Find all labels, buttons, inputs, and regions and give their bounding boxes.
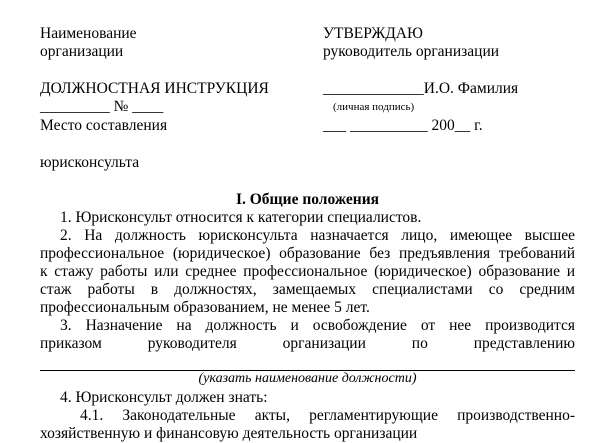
date-line: ___ __________ 200__ г. (323, 117, 483, 134)
document-number-line: _________ № ____ (40, 98, 164, 115)
signature-line: _____________И.О. Фамилия (323, 80, 519, 97)
paragraph-3-line-2-text: приказом руководителя организации по представлению (40, 335, 575, 352)
paragraph-4-1-line-1 (80, 407, 575, 425)
paragraph-3-line-1-text: 3. Назначение на должность и освобождение от нее производится (60, 317, 575, 334)
paragraph-2-line-2 (40, 245, 575, 263)
position-title: юрисконсульта (40, 154, 140, 171)
signature-note: (личная подпись) (333, 101, 415, 113)
paragraph-2-line-3-text: к стажу работы или среднее профессиональное (юридическое) образование и (40, 263, 575, 280)
paragraph-2-line-1-text: 2. На должность юрисконсульта назначается лицо, имеющее высшее (60, 227, 575, 244)
section-title: I. Общие положения (235, 191, 380, 208)
place-label: Место составления (40, 117, 168, 134)
paragraph-2-line-4 (40, 281, 575, 299)
org-name-label-line1: Наименование (40, 25, 137, 42)
paragraph-2-line-1 (60, 227, 575, 245)
document-title: ДОЛЖНОСТНАЯ ИНСТРУКЦИЯ (40, 80, 269, 97)
approver-role: руководитель организации (323, 43, 500, 60)
paragraph-3-line-2 (40, 335, 575, 353)
paragraph-1: 1. Юрисконсульт относится к категории специалистов. (60, 209, 422, 226)
fill-in-note: (указать наименование должности) (198, 371, 417, 386)
paragraph-2-line-5: профессиональным образованием, не менее 5 лет. (40, 299, 370, 316)
paragraph-2-line-4-text: стаж работы в должностях, замещаемых специалистами со средним (40, 281, 575, 298)
org-name-label-line2: организации (40, 43, 124, 60)
paragraph-4: 4. Юрисконсульт должен знать: (60, 389, 268, 406)
paragraph-3-line-1 (60, 317, 575, 335)
paragraph-2-line-2-text: профессиональное (юридическое) образование без предъявления требований (40, 245, 575, 262)
paragraph-4-1-line-1-text: 4.1. Законодательные акты, регламентирующие производственно- (80, 407, 575, 424)
approve-label: УТВЕРЖДАЮ (323, 25, 423, 42)
paragraph-4-1-line-2-cut: хозяйственную и финансовую деятельность организации (40, 425, 418, 442)
paragraph-2-line-3 (40, 263, 575, 281)
